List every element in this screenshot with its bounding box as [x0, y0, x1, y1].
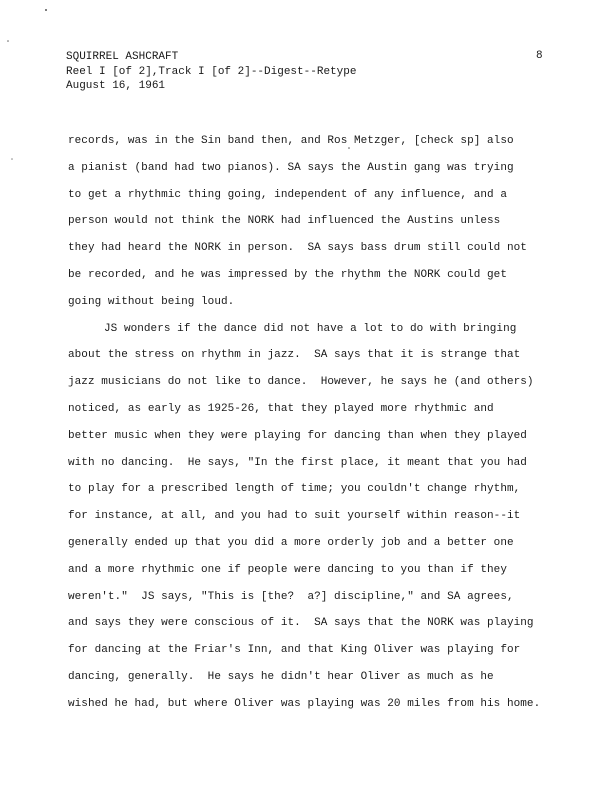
text-line: to play for a prescribed length of time; you couldn't change rhythm, — [68, 483, 521, 496]
speck — [7, 40, 9, 42]
text-line: and a more rhythmic one if people were dancing to you than if they — [68, 563, 507, 576]
text-line: they had heard the NORK in person. SA says bass drum still could not — [68, 242, 527, 255]
text-line: and says they were conscious of it. SA says that the NORK was playing — [68, 617, 534, 630]
header-date: August 16, 1961 — [66, 80, 166, 92]
text-line: be recorded, and he was impressed by the rhythm the NORK could get — [68, 268, 507, 281]
text-line: weren't." JS says, "This is [the? a?] discipline," and SA agrees, — [68, 590, 514, 603]
text-line: a pianist (band had two pianos). SA says the Austin gang was trying — [68, 161, 514, 174]
text-line: noticed, as early as 1925-26, that they played more rhythmic and — [68, 402, 494, 415]
text-line-indented: JS wonders if the dance did not have a lot to do with bringing — [104, 322, 517, 335]
text-line: better music when they were playing for dancing than when they played — [68, 429, 527, 442]
text-line: wished he had, but where Oliver was playing was 20 miles from his home. — [68, 697, 541, 710]
text-line: for dancing at the Friar's Inn, and that King Oliver was playing for — [68, 644, 521, 657]
text-line: records, was in the Sin band then, and Ros Metzger, [check sp] also — [68, 135, 514, 147]
header-title: SQUIRREL ASHCRAFT — [66, 51, 179, 63]
text-line: person would not think the NORK had influenced the Austins unless — [68, 215, 501, 228]
text-line: generally ended up that you did a more orderly job and a better one — [68, 536, 514, 549]
speck — [45, 9, 47, 11]
text-line: jazz musicians do not like to dance. However, he says he (and others) — [68, 376, 534, 389]
document-header — [66, 50, 356, 94]
text-line: with no dancing. He says, "In the first place, it meant that you had — [68, 456, 527, 469]
text-line: about the stress on rhythm in jazz. SA says that it is strange that — [68, 349, 521, 362]
header-reel-info: Reel I [of 2],Track I [of 2]--Digest--Retype — [66, 65, 357, 78]
text-line: for instance, at all, and you had to suit yourself within reason--it — [68, 510, 521, 523]
text-line: dancing, generally. He says he didn't hear Oliver as much as he — [68, 670, 494, 683]
text-line: to get a rhythmic thing going, independent of any influence, and a — [68, 188, 507, 201]
document-body — [68, 128, 588, 718]
speck — [11, 158, 13, 160]
text-line: going without being loud. — [68, 295, 235, 308]
page-number: 8 — [536, 50, 543, 62]
